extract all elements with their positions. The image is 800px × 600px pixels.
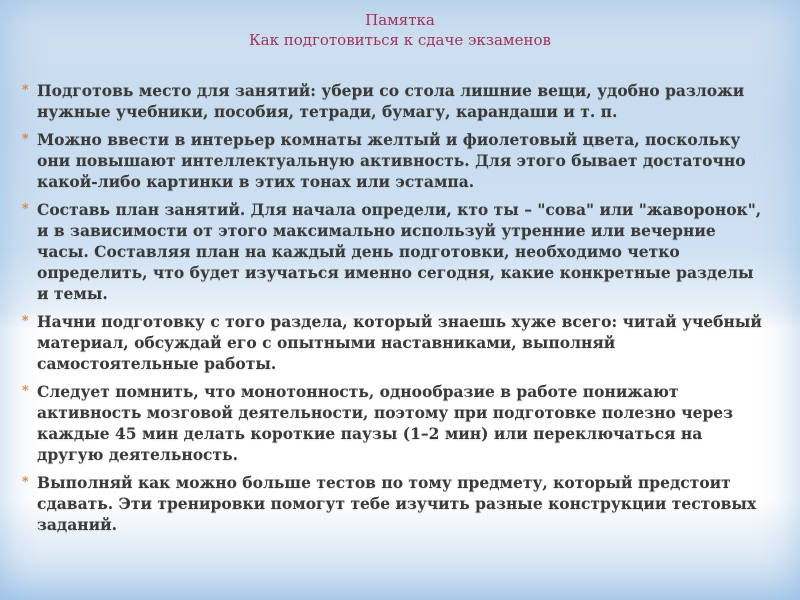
bullet-icon: * xyxy=(22,314,29,329)
list-item-text: Составь план занятий. Для начала определи, кто ты – "сова" или "жаворонок", и в зависимости от этого максимально используй утренние или вечерние часы. Составляя план на каждый день подготовки, необходимо четко определить, что будет изучаться именно сегодня, какие конкретные разделы и темы. xyxy=(37,200,762,303)
bullet-icon: * xyxy=(22,83,29,98)
list-item-text: Следует помнить, что монотонность, однообразие в работе понижают активность мозговой деятельности, поэтому при подготовке полезно через каждые 45 мин делать короткие паузы (1–2 мин) или переключаться на другую деятельность. xyxy=(37,382,734,464)
tips-list xyxy=(22,80,762,542)
list-item xyxy=(22,381,762,465)
bullet-icon: * xyxy=(22,475,29,490)
list-item xyxy=(22,199,762,304)
bullet-icon: * xyxy=(22,202,29,217)
list-item xyxy=(22,472,762,535)
list-item-text: Начни подготовку с того раздела, который знаешь хуже всего: читай учебный материал, обсуждай его с опытными наставниками, выполняй самостоятельные работы. xyxy=(37,312,762,373)
list-item-text: Можно ввести в интерьер комнаты желтый и фиолетовый цвета, поскольку они повышают интеллектуальную активность. Для этого бывает достаточно какой-либо картинки в этих тонах или эстампа. xyxy=(37,130,746,191)
bullet-icon: * xyxy=(22,384,29,399)
list-item xyxy=(22,129,762,192)
bullet-icon: * xyxy=(22,132,29,147)
title-block xyxy=(0,10,800,50)
list-item xyxy=(22,311,762,374)
list-item-text: Выполняй как можно больше тестов по тому предмету, который предстоит сдавать. Эти тренировки помогут тебе изучить разные конструкции тестовых заданий. xyxy=(37,473,757,534)
page-title: Памятка xyxy=(365,11,435,29)
list-item-text: Подготовь место для занятий: убери со стола лишние вещи, удобно разложи нужные учебники, пособия, тетради, бумагу, карандаши и т. п. xyxy=(37,81,745,121)
list-item xyxy=(22,80,762,122)
page-subtitle: Как подготовиться к сдаче экзаменов xyxy=(249,31,551,49)
